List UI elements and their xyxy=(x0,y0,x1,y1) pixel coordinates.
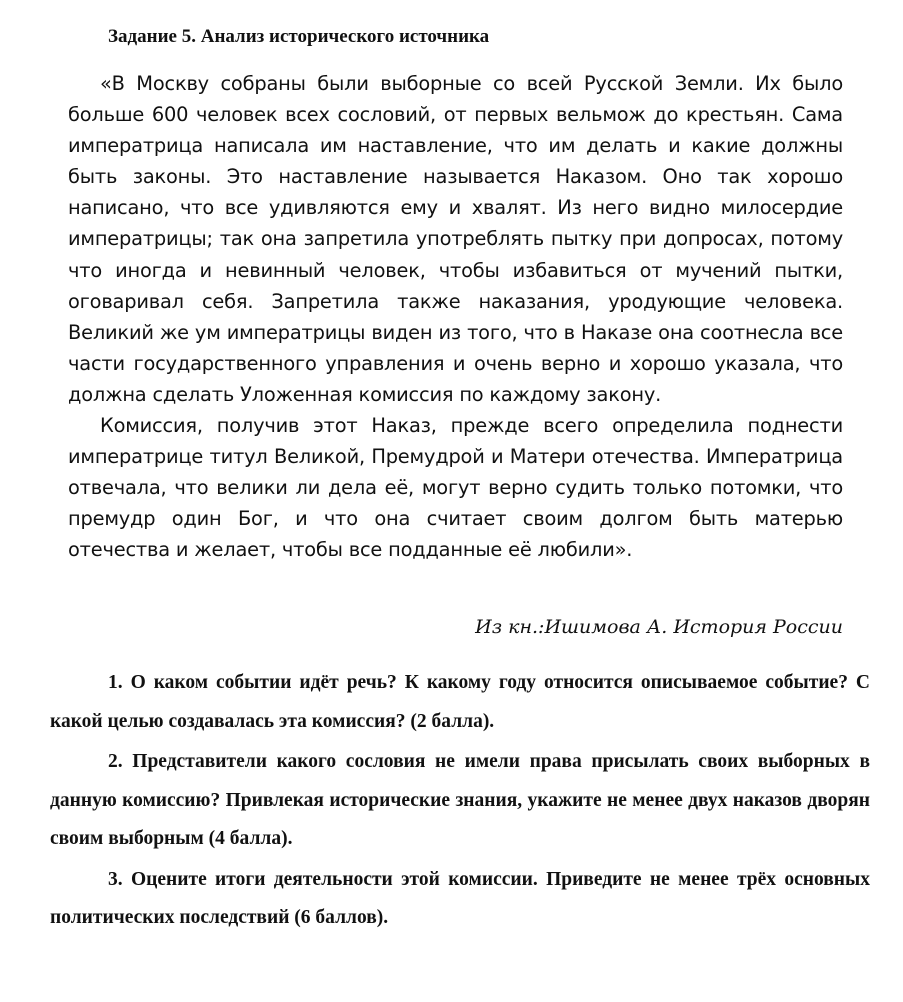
task-title: Задание 5. Анализ исторического источника xyxy=(108,26,490,47)
source-paragraph-2: Комиссия, получив этот Наказ, прежде всего определила поднести императрице титул Великой, Премудрой и Матери отечества. Императрица отвечала, что велики ли дела её, могут верно судить только потомки, что премудр один Бог, и что она считает своим долгом быть матерью отечества и желает, чтобы все подданные её любили». xyxy=(68,414,843,562)
source-paragraph-1: «В Москву собраны были выборные со всей Русской Земли. Их было больше 600 человек всех сословий, от первых вельмож до крестьян. Сама императрица написала им наставление, что им делать и какие должны быть законы. Это наставление называется Наказом. Оно так хорошо написано, что все удивляются ему и хвалят. Из него видно милосердие императрицы; так она запретила употреблять пытку при допросах, потому что иногда и невинный человек, чтобы избавиться от мучений пытки, оговаривал себя. Запретила также наказания, уродующие человека. Великий же ум императрицы виден из того, что в Наказе она соотнесла все части государственного управления и очень верно и хорошо указала, что должна сделать Уложенная комиссия по каждому закону. xyxy=(68,72,843,406)
historical-source-text xyxy=(68,68,843,566)
questions-list xyxy=(50,664,870,940)
source-citation: Из кн.:Ишимова А. История России xyxy=(475,616,843,638)
question-3: 3. Оцените итоги деятельности этой комиссии. Приведите не менее трёх основных политических последствий (6 баллов). xyxy=(50,868,870,928)
question-2: 2. Представители какого сословия не имели права присылать своих выборных в данную комиссию? Привлекая исторические знания, укажите не менее двух наказов дворян своим выборным (4 балла). xyxy=(50,751,870,849)
question-1: 1. О каком событии идёт речь? К какому году относится описываемое событие? С какой целью создавалась эта комиссия? (2 балла). xyxy=(50,672,870,732)
